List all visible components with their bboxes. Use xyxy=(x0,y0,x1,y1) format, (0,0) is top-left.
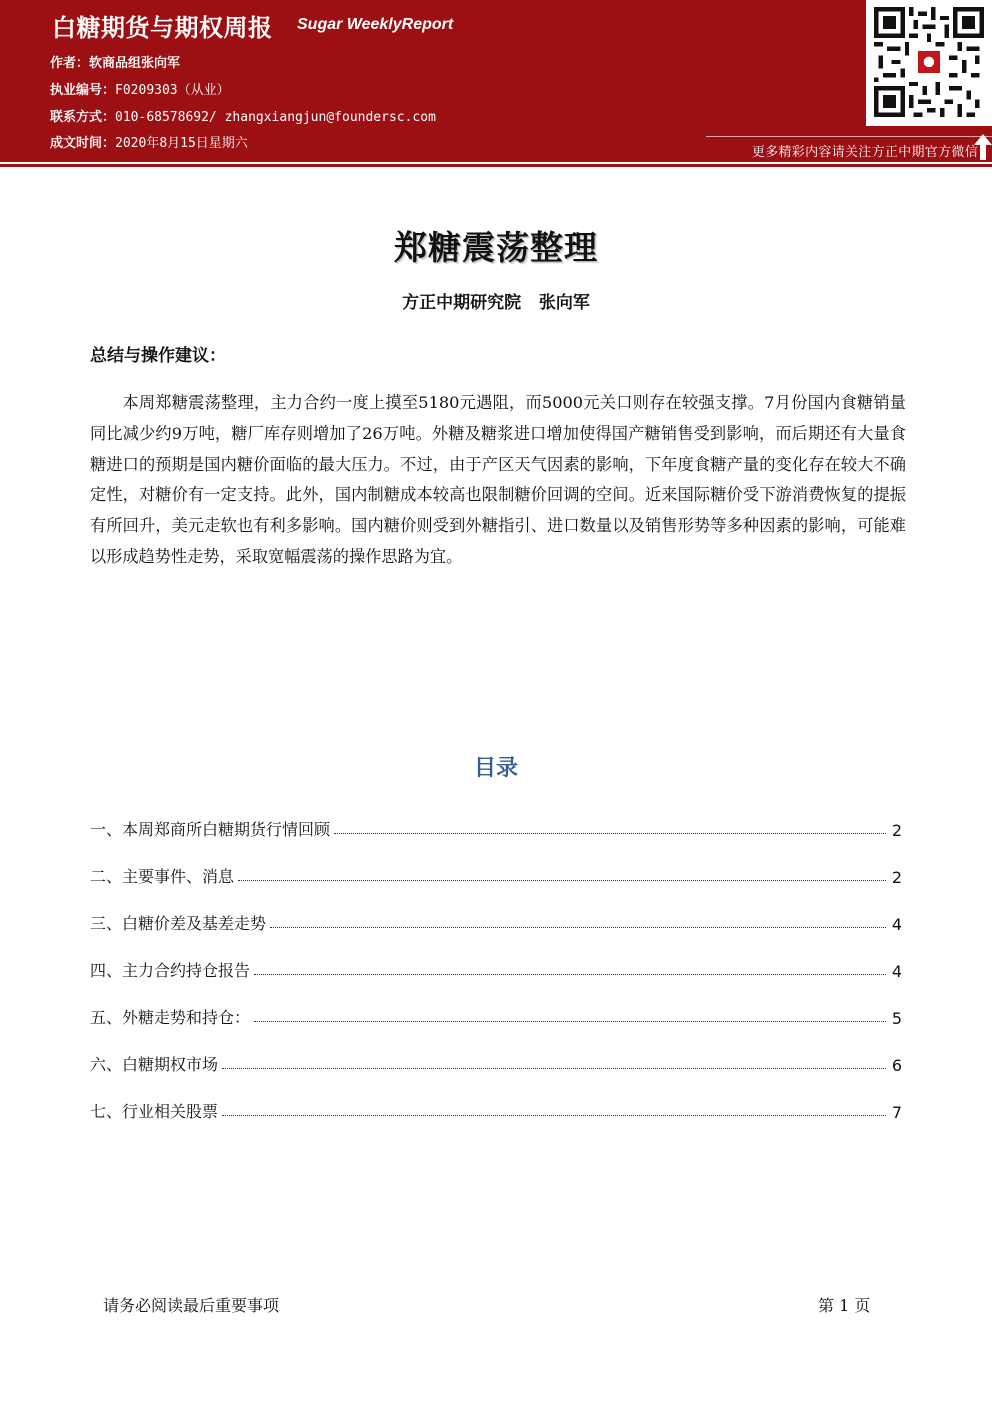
license-value: F0209303（从业） xyxy=(115,83,230,98)
footer-page-number: 第 1 页 xyxy=(818,1296,871,1315)
toc-title: 目录 xyxy=(473,756,518,781)
follow-divider xyxy=(706,136,992,137)
toc-item[interactable] xyxy=(90,887,902,934)
toc-item[interactable] xyxy=(90,793,902,840)
footer-notice: 请务必阅读最后重要事项 xyxy=(103,1296,280,1315)
date-value: 2020年8月15日星期六 xyxy=(115,136,248,151)
toc-item[interactable] xyxy=(90,981,902,1028)
toc-item-page: 4 xyxy=(891,915,902,934)
document-byline: 方正中期研究院 张向军 xyxy=(402,293,590,313)
toc-item-page: 2 xyxy=(891,868,902,887)
toc-leader-dots xyxy=(334,832,886,834)
author-label: 作者： xyxy=(50,56,90,71)
toc-item-label: 四、主力合约持仓报告 xyxy=(90,961,251,980)
contact-label: 联系方式： xyxy=(50,110,116,125)
author-line xyxy=(50,52,180,71)
toc-item-page: 4 xyxy=(891,962,902,981)
document-title: 郑糖震荡整理 xyxy=(394,228,598,267)
toc-item-label: 二、主要事件、消息 xyxy=(90,867,235,886)
toc-item-page: 6 xyxy=(891,1056,902,1075)
toc-item-page: 7 xyxy=(891,1103,902,1122)
up-arrow-icon xyxy=(974,134,992,160)
toc-item-label: 五、外糖走势和持仓： xyxy=(90,1008,251,1027)
summary-paragraph: 本周郑糖震荡整理，主力合约一度上摸至5180元遇阻，而5000元关口则存在较强支撑。7月份国内食糖销量同比减少约9万吨，糖厂库存则增加了26万吨。外糖及糖浆进口增加使得国产糖销售受到影响，而后期还有大量食糖进口的预期是国内糖价面临的最大压力。不过，由于产区天气因素的影响，下年度食糖产量的变化存在较大不确定性，对糖价有一定支持。此外，国内制糖成本较高也限制糖价回调的空间。近来国际糖价受下游消费恢复的提振有所回升，美元走软也有利多影响。国内糖价则受到外糖指引、进口数量以及销售形势等多种因素的影响，可能难以形成趋势性走势，采取宽幅震荡的操作思路为宜。 xyxy=(90,393,906,566)
toc-item-page: 2 xyxy=(891,821,902,840)
toc-item[interactable] xyxy=(90,840,902,887)
license-label: 执业编号： xyxy=(50,83,116,98)
toc-item-page: 5 xyxy=(891,1009,902,1028)
toc-leader-dots xyxy=(254,1020,886,1022)
report-subtitle: Sugar WeeklyReport xyxy=(297,16,454,33)
author-value: 软商品组张向军 xyxy=(89,56,181,71)
header-divider xyxy=(0,164,992,167)
toc-item-label: 七、行业相关股票 xyxy=(90,1102,219,1121)
follow-wechat-text: 更多精彩内容请关注方正中期官方微信 xyxy=(751,145,978,160)
toc-item[interactable] xyxy=(90,1075,902,1122)
toc-item-label: 三、白糖价差及基差走势 xyxy=(90,914,267,933)
toc-leader-dots xyxy=(270,926,886,928)
contact-value: 010-68578692/ zhangxiangjun@foundersc.com xyxy=(115,110,436,125)
license-line xyxy=(50,79,230,98)
toc-leader-dots xyxy=(254,973,886,975)
toc-item[interactable] xyxy=(90,934,902,981)
table-of-contents xyxy=(90,793,902,1122)
toc-leader-dots xyxy=(222,1067,886,1069)
toc-leader-dots xyxy=(222,1114,886,1116)
report-title: 白糖期货与期权周报 xyxy=(52,14,273,42)
toc-item[interactable] xyxy=(90,1028,902,1075)
summary-heading: 总结与操作建议： xyxy=(90,346,226,366)
toc-item-label: 六、白糖期权市场 xyxy=(90,1055,219,1074)
toc-leader-dots xyxy=(238,879,886,881)
qr-code-icon xyxy=(866,0,992,126)
date-label: 成文时间： xyxy=(50,136,116,151)
contact-line xyxy=(50,106,436,125)
toc-item-label: 一、本周郑商所白糖期货行情回顾 xyxy=(90,820,331,839)
date-line xyxy=(50,132,248,151)
